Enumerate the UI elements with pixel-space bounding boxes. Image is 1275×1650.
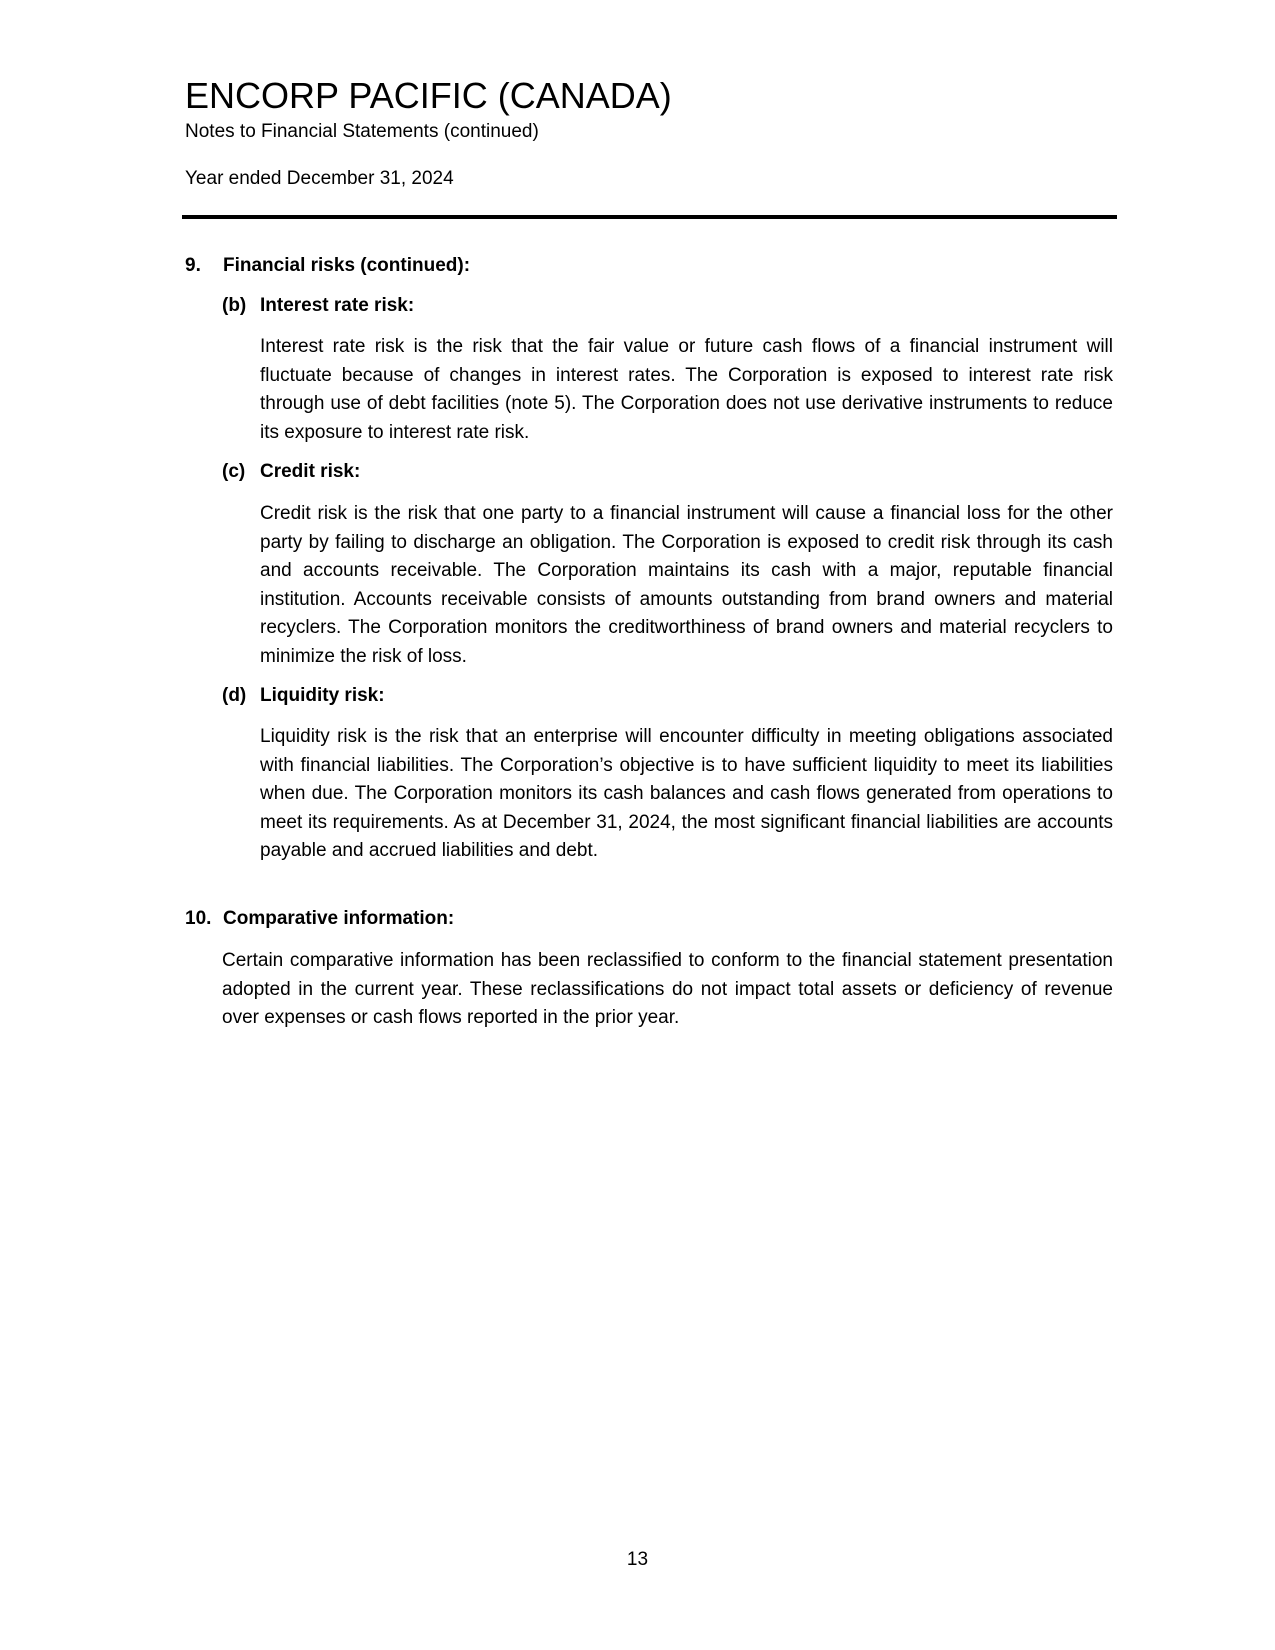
note-9-heading (185, 254, 470, 278)
credit-risk-title: Credit risk: (260, 461, 361, 482)
interest-rate-risk-heading (222, 294, 414, 318)
interest-rate-risk-title: Interest rate risk: (260, 295, 415, 316)
credit-risk-letter: (c) (222, 461, 246, 482)
company-name: ENCORP PACIFIC (CANADA) (185, 75, 672, 116)
liquidity-risk-title: Liquidity risk: (260, 685, 385, 706)
interest-rate-risk-text: Interest rate risk is the risk that the fair value or future cash flows of a financial instrument will fluctuate because of changes in interest rates. The Corporation is exposed to interest rate risk through use of debt facilities (note 5). The Corporation does not use derivative instruments to reduce its exposure to interest rate risk. (260, 336, 1113, 443)
interest-rate-risk-letter: (b) (222, 295, 247, 316)
note-9-title: Financial risks (continued): (223, 255, 471, 276)
note-9-number: 9. (185, 255, 201, 276)
document-subtitle: Notes to Financial Statements (continued) (185, 121, 539, 142)
page-number: 13 (626, 1549, 649, 1570)
liquidity-risk-heading (222, 684, 385, 708)
liquidity-risk-letter: (d) (222, 685, 247, 706)
reporting-period: Year ended December 31, 2024 (185, 168, 454, 189)
note-10-title: Comparative information: (223, 908, 455, 929)
note-10-number: 10. (185, 908, 212, 929)
credit-risk-text: Credit risk is the risk that one party to a financial instrument will cause a financial loss for the other party by failing to discharge an obligation. The Corporation is exposed to credit risk through its cash and accounts receivable. The Corporation maintains its cash with a major, reputable financial institution. Accounts receivable consists of amounts outstanding from brand owners and material recyclers. The Corporation monitors the creditworthiness of brand owners and material recyclers to minimize the risk of loss. (260, 503, 1113, 667)
header-divider (182, 215, 1117, 219)
note-10-heading (185, 907, 454, 931)
credit-risk-heading (222, 460, 360, 484)
comparative-information-text: Certain comparative information has been reclassified to conform to the financial statement presentation adopted in the current year. These reclassifications do not impact total assets or deficiency of revenue over expenses or cash flows reported in the prior year. (222, 950, 1113, 1029)
liquidity-risk-text: Liquidity risk is the risk that an enterprise will encounter difficulty in meeting obligations associated with financial liabilities. The Corporation’s objective is to have sufficient liquidity to meet its liabilities when due. The Corporation monitors its cash balances and cash flows generated from operations to meet its requirements. As at December 31, 2024, the most significant financial liabilities are accounts payable and accrued liabilities and debt. (260, 726, 1113, 862)
